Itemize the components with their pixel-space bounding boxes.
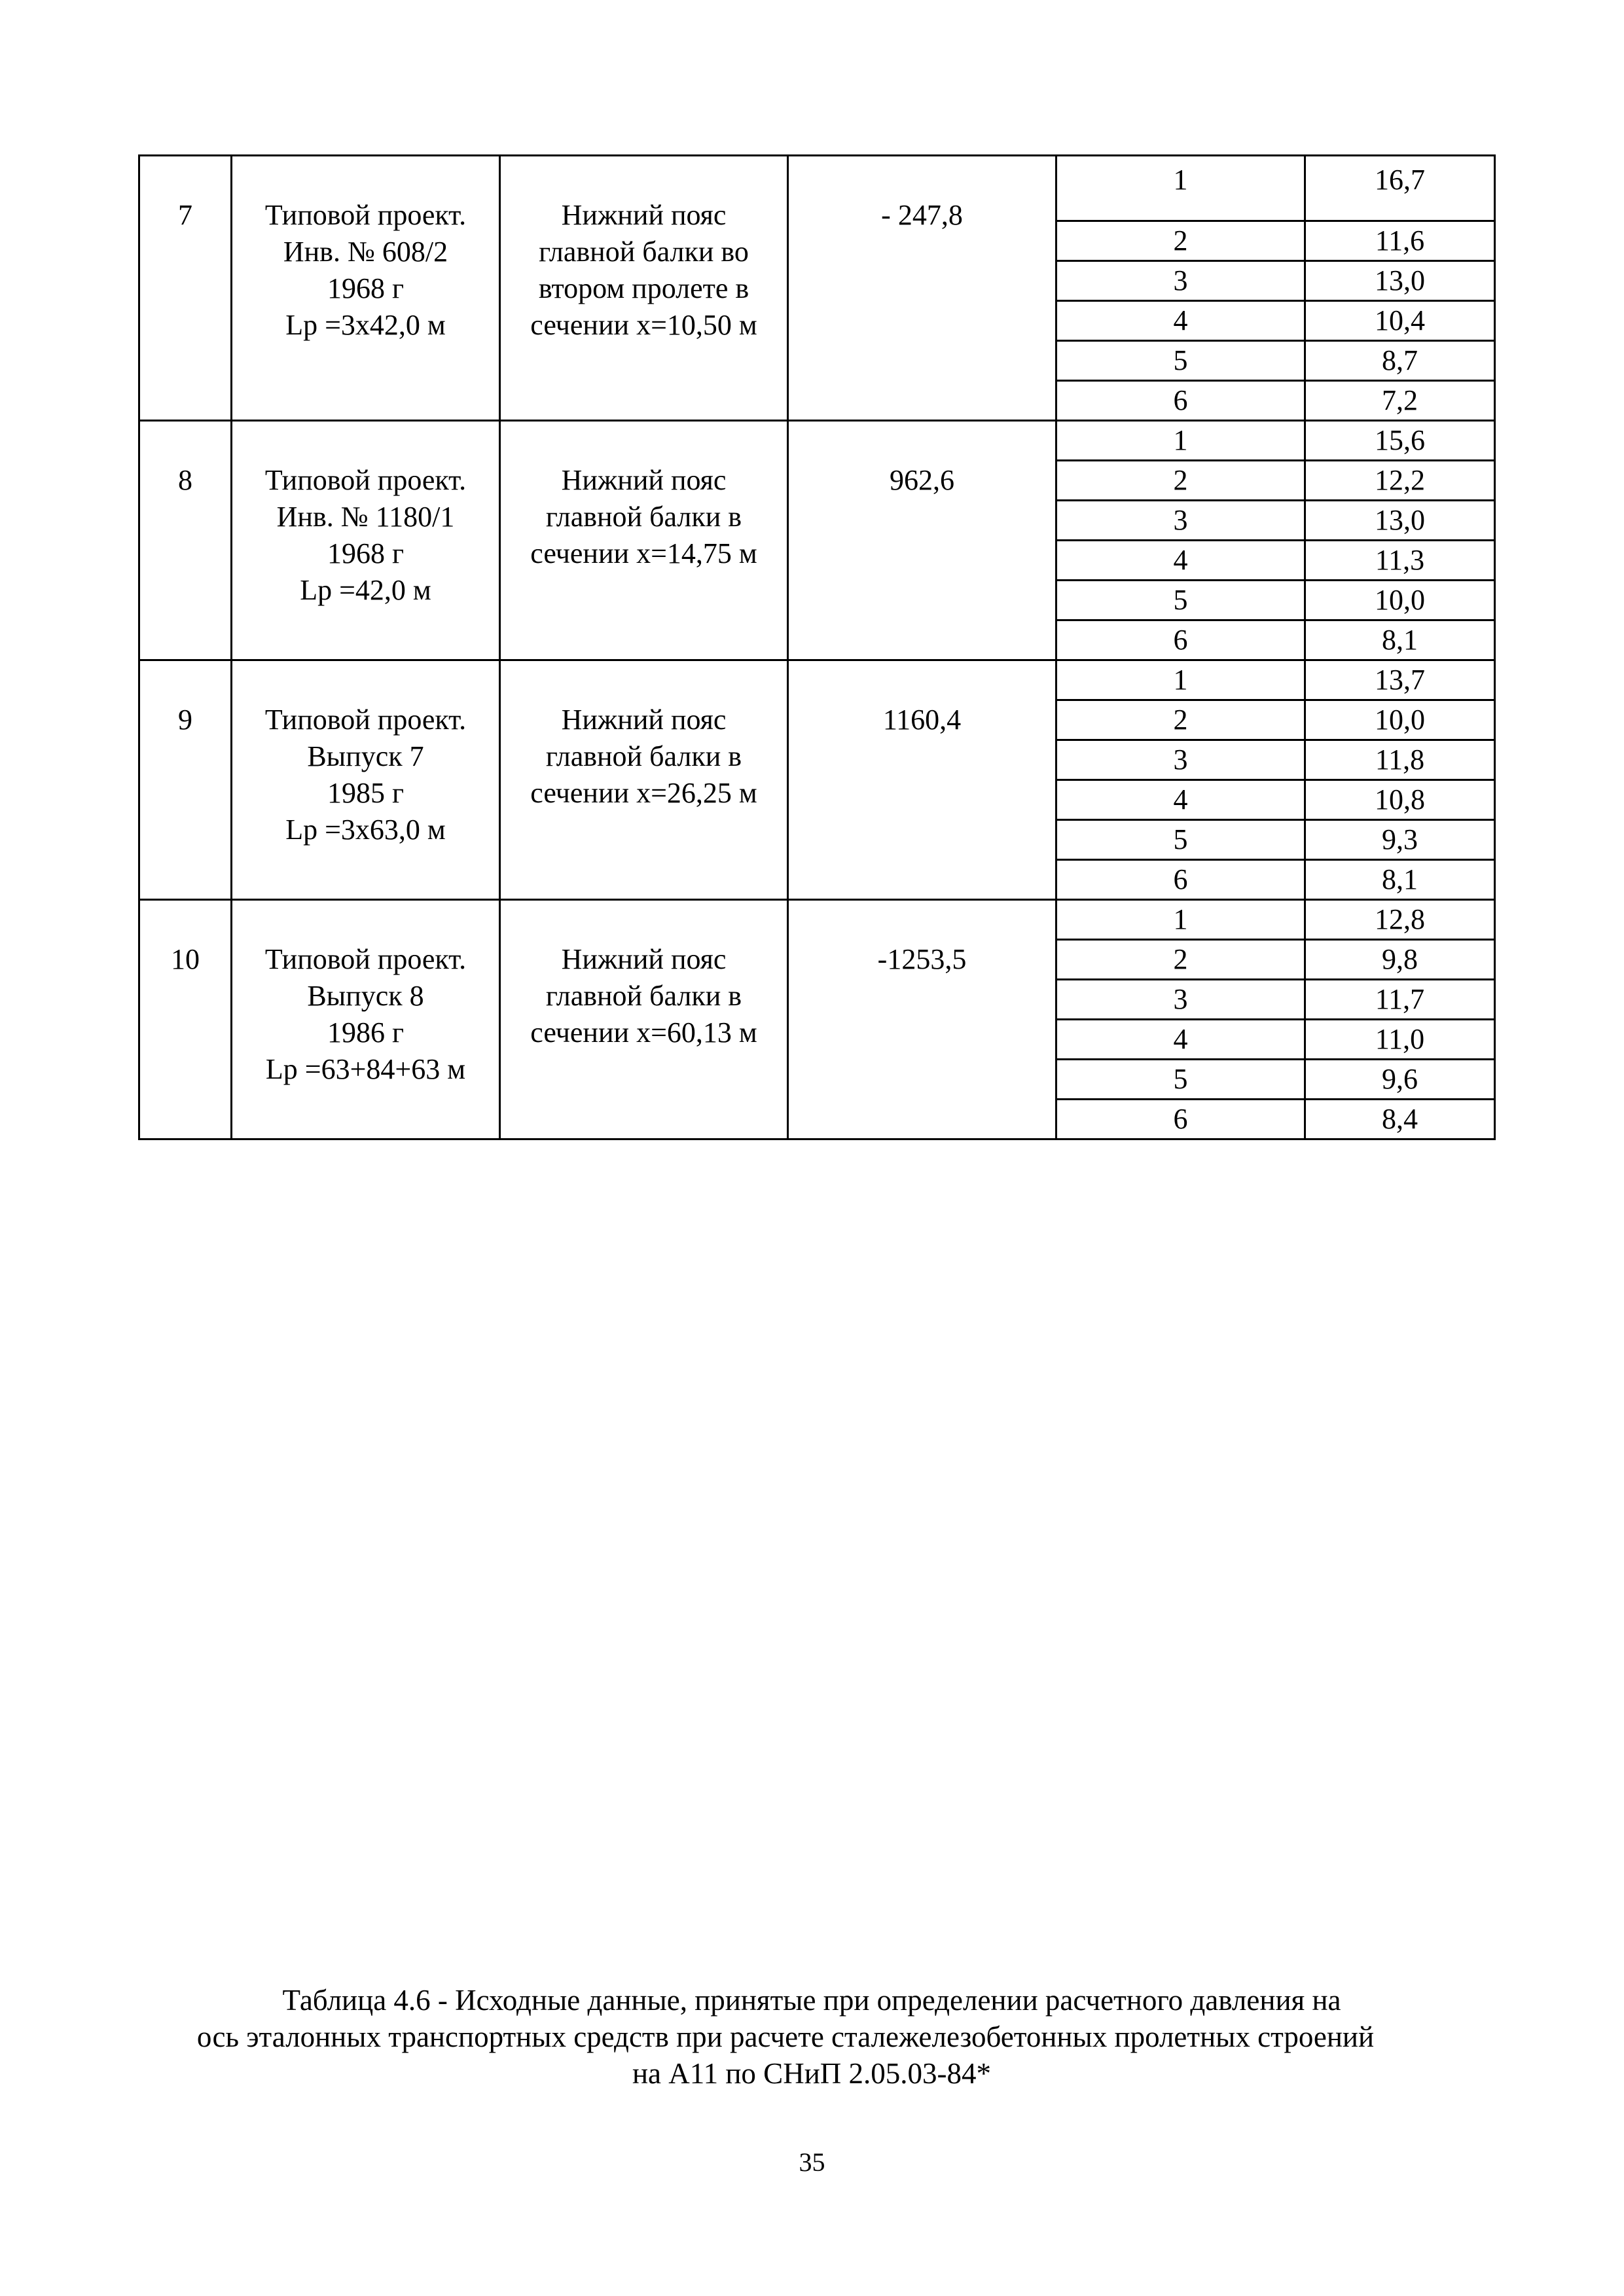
project-cell-line: Lp =3х63,0 м	[285, 814, 446, 846]
sub-index-cell: 2	[1056, 700, 1305, 740]
value-cell: 962,6	[788, 421, 1056, 660]
project-cell-line: Инв. № 1180/1	[276, 501, 455, 533]
project-cell-line: Типовой проект.	[264, 464, 467, 496]
sub-value-cell: 10,0	[1305, 581, 1495, 620]
table-row	[139, 421, 1495, 461]
project-cell	[232, 660, 500, 900]
sub-value-cell: 10,8	[1305, 780, 1495, 820]
sub-value-cell: 16,7	[1305, 156, 1495, 221]
caption-line: Таблица 4.6 - Исходные данные, принятые при определении расчетного давления на	[282, 1984, 1341, 2017]
sub-value-cell: 11,8	[1305, 740, 1495, 780]
project-cell-line: Типовой проект.	[264, 199, 467, 231]
sub-value-cell: 9,6	[1305, 1060, 1495, 1100]
sub-value-cell: 12,2	[1305, 461, 1495, 501]
row-number: 9	[139, 660, 232, 900]
sub-value-cell: 15,6	[1305, 421, 1495, 461]
sub-value-cell: 11,6	[1305, 221, 1495, 261]
sub-value-cell: 8,4	[1305, 1100, 1495, 1139]
sub-index-cell: 3	[1056, 261, 1305, 301]
sub-index-cell: 5	[1056, 581, 1305, 620]
element-cell-line: сечении х=60,13 м	[530, 1016, 757, 1049]
project-cell-line: Lp =63+84+63 м	[265, 1053, 466, 1085]
caption-line: на А11 по СНиП 2.05.03-84*	[632, 2057, 992, 2090]
value-cell: - 247,8	[788, 156, 1056, 421]
sub-index-cell: 4	[1056, 780, 1305, 820]
project-cell-line: Инв. № 608/2	[283, 236, 448, 268]
sub-value-cell: 13,0	[1305, 501, 1495, 541]
table-row	[139, 660, 1495, 700]
sub-value-cell: 10,0	[1305, 700, 1495, 740]
sub-index-cell: 1	[1056, 421, 1305, 461]
caption-line: ось эталонных транспортных средств при расчете сталежелезобетонных пролетных строений	[196, 2020, 1375, 2053]
sub-index-cell: 4	[1056, 541, 1305, 581]
sub-index-cell: 6	[1056, 1100, 1305, 1139]
project-cell-line: Выпуск 8	[307, 980, 424, 1012]
element-cell	[500, 900, 788, 1139]
sub-index-cell: 4	[1056, 1020, 1305, 1060]
sub-index-cell: 6	[1056, 620, 1305, 660]
element-cell-line: главной балки во	[539, 236, 749, 268]
sub-index-cell: 3	[1056, 740, 1305, 780]
sub-index-cell: 1	[1056, 156, 1305, 221]
sub-index-cell: 6	[1056, 860, 1305, 900]
value-cell: 1160,4	[788, 660, 1056, 900]
project-cell	[232, 900, 500, 1139]
element-cell-line: Нижний пояс	[561, 943, 727, 975]
sub-index-cell: 5	[1056, 1060, 1305, 1100]
project-cell-line: Выпуск 7	[307, 740, 424, 772]
sub-value-cell: 11,3	[1305, 541, 1495, 581]
element-cell	[500, 660, 788, 900]
element-cell-line: главной балки в	[545, 980, 742, 1012]
sub-value-cell: 11,0	[1305, 1020, 1495, 1060]
row-number: 7	[139, 156, 232, 421]
element-cell-line: Нижний пояс	[561, 199, 727, 231]
element-cell	[500, 421, 788, 660]
element-cell-line: главной балки в	[545, 740, 742, 772]
sub-value-cell: 10,4	[1305, 301, 1495, 341]
row-number: 10	[139, 900, 232, 1139]
sub-index-cell: 5	[1056, 341, 1305, 381]
project-cell-line: Lp =3х42,0 м	[285, 309, 446, 341]
sub-value-cell: 8,7	[1305, 341, 1495, 381]
project-cell-line: Lp =42,0 м	[300, 574, 431, 606]
table-row	[139, 900, 1495, 940]
element-cell-line: Нижний пояс	[561, 704, 727, 736]
project-cell-line: 1985 г	[327, 777, 405, 809]
sub-index-cell: 2	[1056, 940, 1305, 980]
sub-index-cell: 2	[1056, 461, 1305, 501]
element-cell-line: втором пролете в	[538, 272, 749, 304]
sub-value-cell: 9,3	[1305, 820, 1495, 860]
project-cell-line: Типовой проект.	[264, 943, 467, 975]
project-cell	[232, 421, 500, 660]
element-cell	[500, 156, 788, 421]
sub-index-cell: 3	[1056, 501, 1305, 541]
element-cell-line: сечении х=14,75 м	[530, 537, 757, 569]
project-cell-line: Типовой проект.	[264, 704, 467, 736]
sub-value-cell: 8,1	[1305, 860, 1495, 900]
project-cell-line: 1986 г	[327, 1016, 405, 1049]
sub-value-cell: 7,2	[1305, 381, 1495, 421]
table-caption	[157, 1982, 1466, 2092]
sub-value-cell: 13,7	[1305, 660, 1495, 700]
sub-value-cell: 12,8	[1305, 900, 1495, 940]
sub-index-cell: 5	[1056, 820, 1305, 860]
page-number: 35	[799, 2147, 825, 2177]
sub-index-cell: 4	[1056, 301, 1305, 341]
sub-value-cell: 11,7	[1305, 980, 1495, 1020]
data-table	[138, 154, 1496, 1140]
sub-index-cell: 3	[1056, 980, 1305, 1020]
element-cell-line: сечении х=10,50 м	[530, 309, 757, 341]
project-cell-line: 1968 г	[327, 537, 405, 569]
sub-index-cell: 2	[1056, 221, 1305, 261]
table-row	[139, 156, 1495, 221]
sub-index-cell: 1	[1056, 900, 1305, 940]
project-cell-line: 1968 г	[327, 272, 405, 304]
sub-index-cell: 1	[1056, 660, 1305, 700]
project-cell	[232, 156, 500, 421]
element-cell-line: сечении х=26,25 м	[530, 777, 757, 809]
value-cell: -1253,5	[788, 900, 1056, 1139]
element-cell-line: главной балки в	[545, 501, 742, 533]
sub-value-cell: 9,8	[1305, 940, 1495, 980]
sub-index-cell: 6	[1056, 381, 1305, 421]
row-number: 8	[139, 421, 232, 660]
sub-value-cell: 8,1	[1305, 620, 1495, 660]
sub-value-cell: 13,0	[1305, 261, 1495, 301]
element-cell-line: Нижний пояс	[561, 464, 727, 496]
